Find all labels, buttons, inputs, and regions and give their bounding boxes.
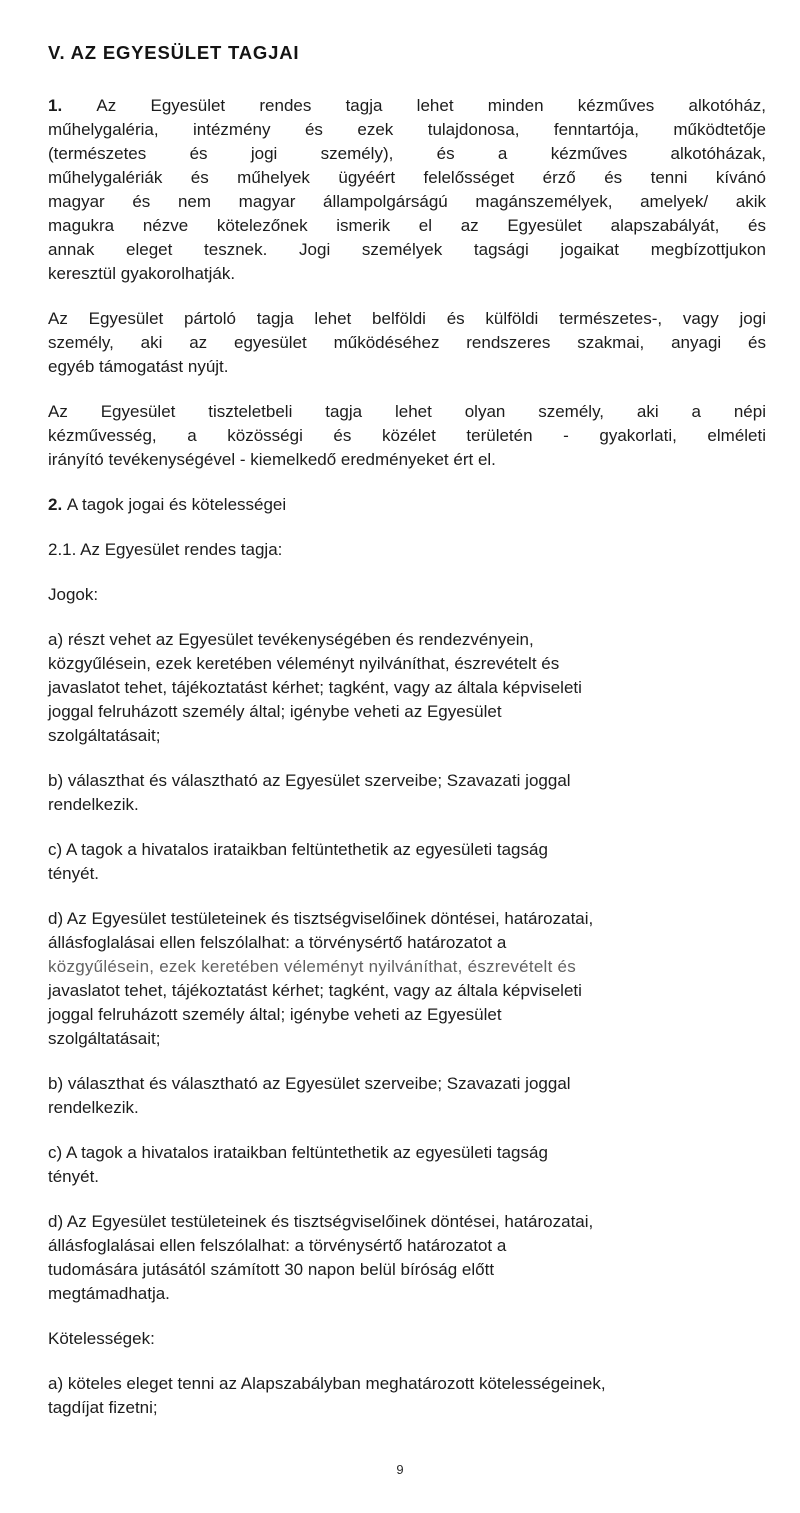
text-line: egyéb támogatást nyújt. [48, 357, 229, 376]
list-number: 1. [48, 96, 97, 115]
text-line: magyar és nem magyar állampolgárságú magánszemélyek, amelyek/ akik [48, 192, 766, 211]
clause-d-court-challenge [48, 1210, 766, 1306]
text-line: annak eleget tesznek. Jogi személyek tagsági jogaikat megbízottjukon [48, 240, 766, 259]
text-line: szolgáltatásait; [48, 726, 161, 745]
text-line: a) köteles eleget tenni az Alapszabályban meghatározott kötelességeinek, [48, 1374, 606, 1393]
text-line: Az Egyesület tiszteletbeli tagja lehet olyan személy, aki a népi [48, 402, 766, 421]
section-heading: V. AZ EGYESÜLET TAGJAI [48, 42, 300, 63]
text-line: megtámadhatja. [48, 1284, 170, 1303]
text-line: magukra nézve kötelezőnek ismerik el az Egyesület alapszabályát, és [48, 216, 766, 235]
text-line: állásfoglalásai ellen felszólalhat: a törvénysértő határozatot a [48, 933, 507, 952]
text-line: tudomására jutásától számított 30 napon belül bíróság előtt [48, 1260, 495, 1279]
text-line: javaslatot tehet, tájékoztatást kérhet; tagként, vagy az általa képviseleti [48, 678, 582, 697]
text-line: személy, aki az egyesület működéséhez rendszeres szakmai, anyagi és [48, 333, 766, 352]
text-line: javaslatot tehet, tájékoztatást kérhet; tagként, vagy az általa képviseleti [48, 981, 582, 1000]
text-line: tényét. [48, 1167, 100, 1186]
clause-c-documents [48, 838, 766, 886]
text-line: d) Az Egyesület testületeinek és tisztségviselőinek döntései, határozatai, [48, 909, 594, 928]
list-number: 2. [48, 495, 67, 514]
text-line: c) A tagok a hivatalos irataikban feltüntethetik az egyesületi tagság [48, 1143, 548, 1162]
text-line: 1. Az Egyesület rendes tagja lehet minden kézműves alkotóház, [48, 96, 767, 115]
text-line: joggal felruházott személy által; igénybe veheti az Egyesület [48, 702, 502, 721]
text-line: 2. A tagok jogai és kötelességei [48, 495, 287, 514]
text-line: műhelygalériák és műhelyek ügyéért felelősséget érző és tenni kívánó [48, 168, 766, 187]
text-line: b) választhat és választható az Egyesület szerveibe; Szavazati joggal [48, 1074, 571, 1093]
text-line: műhelygaléria, intézmény és ezek tulajdonosa, fenntartója, működtetője [48, 120, 766, 139]
text-line: c) A tagok a hivatalos irataikban feltüntethetik az egyesületi tagság [48, 840, 548, 859]
clause-a-participation [48, 628, 766, 748]
clause-b-voting-repeat [48, 1072, 766, 1120]
text-line: közgyűlésein, ezek keretében véleményt nyilváníthat, észrevételt és [48, 957, 576, 976]
text-line: Kötelességek: [48, 1329, 155, 1348]
text-line: rendelkezik. [48, 795, 139, 814]
text-line: 2.1. Az Egyesület rendes tagja: [48, 540, 283, 559]
paragraph-honorary-members [48, 400, 766, 472]
text-line: keresztül gyakorolhatják. [48, 264, 236, 283]
label-obligations [48, 1327, 766, 1351]
text-line: irányító tevékenységével - kiemelkedő eredményeket ért el. [48, 450, 496, 469]
text-line: közgyűlésein, ezek keretében véleményt nyilváníthat, észrevételt és [48, 654, 560, 673]
text-line: kézművesség, a közösségi és közélet területén - gyakorlati, elméleti [48, 426, 766, 445]
text-line: d) Az Egyesület testületeinek és tisztségviselőinek döntései, határozatai, [48, 1212, 594, 1231]
clause-b-voting [48, 769, 766, 817]
clause-c-documents-repeat [48, 1141, 766, 1189]
subsection-heading-rights-duties [48, 493, 766, 517]
clause-a-obligations [48, 1372, 766, 1420]
text-line: b) választhat és választható az Egyesület szerveibe; Szavazati joggal [48, 771, 571, 790]
clause-d-objection [48, 907, 766, 1051]
text-line: (természetes és jogi személy), és a kézműves alkotóházak, [48, 144, 766, 163]
text-line: Jogok: [48, 585, 99, 604]
text-line: tagdíjat fizetni; [48, 1398, 158, 1417]
text-line: szolgáltatásait; [48, 1029, 161, 1048]
paragraph-supporting-members [48, 307, 766, 379]
paragraph-regular-members [48, 94, 766, 286]
text-line: tényét. [48, 864, 100, 883]
text-line: a) részt vehet az Egyesület tevékenységében és rendezvényein, [48, 630, 534, 649]
label-rights [48, 583, 766, 607]
text-line: joggal felruházott személy által; igénybe veheti az Egyesület [48, 1005, 502, 1024]
page-number: 9 [396, 1462, 404, 1477]
text-line: állásfoglalásai ellen felszólalhat: a törvénysértő határozatot a [48, 1236, 507, 1255]
text-line: rendelkezik. [48, 1098, 139, 1117]
text-line: Az Egyesület pártoló tagja lehet belföldi és külföldi természetes-, vagy jogi [48, 309, 766, 328]
subsection-heading-regular-member [48, 538, 766, 562]
